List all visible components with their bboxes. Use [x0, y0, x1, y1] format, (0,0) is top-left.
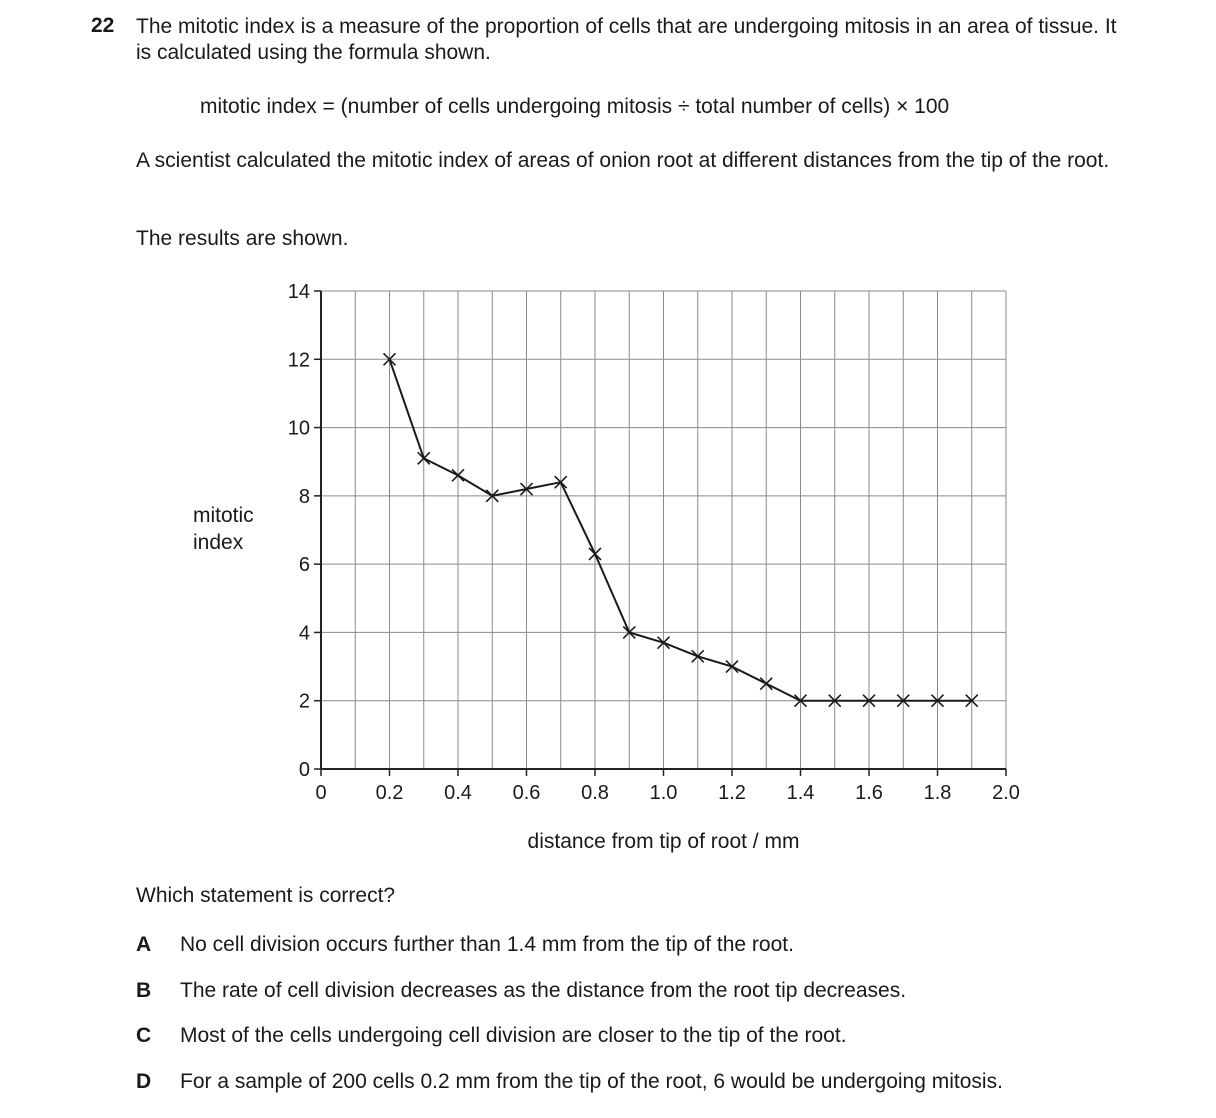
x-tick-label: 0.6 [512, 782, 541, 804]
question-number: 22 [91, 14, 115, 37]
x-tick-label: 0.2 [375, 782, 404, 804]
y-tick-label: 12 [287, 349, 310, 372]
x-tick-label: 1.6 [855, 782, 883, 804]
y-tick-label: 2 [298, 690, 310, 713]
x-tick-label: 0 [315, 782, 327, 804]
results-intro: The results are shown. [136, 227, 349, 250]
formula: mitotic index = (number of cells undergoing mitosis ÷ total number of cells) × 100 [200, 95, 950, 118]
option-text: For a sample of 200 cells 0.2 mm from the tip of the root, 6 would be undergoing mitosis. [180, 1070, 1003, 1093]
y-axis-label-line-2: index [193, 531, 244, 554]
y-tick-label: 6 [298, 554, 310, 577]
series-line [390, 359, 972, 700]
x-tick-label: 2.0 [992, 782, 1020, 804]
question-prompt: Which statement is correct? [136, 884, 396, 907]
y-tick-label: 14 [287, 281, 310, 303]
x-tick-label: 1.0 [649, 782, 678, 804]
option-text: Most of the cells undergoing cell division are closer to the tip of the root. [180, 1024, 847, 1047]
option-text: The rate of cell division decreases as the distance from the root tip decreases. [180, 979, 907, 1002]
y-tick-label: 4 [298, 622, 310, 645]
x-tick-label: 1.8 [923, 782, 952, 804]
y-tick-label: 10 [287, 417, 310, 440]
option-letter: D [136, 1070, 152, 1093]
x-axis-label: distance from tip of root / mm [527, 830, 800, 853]
context-paragraph: A scientist calculated the mitotic index of areas of onion root at different distances from the tip of the root. [136, 149, 1110, 172]
x-tick-label: 0.4 [444, 782, 472, 804]
x-tick-label: 1.2 [718, 782, 746, 804]
y-tick-label: 8 [298, 485, 310, 508]
option-letter: B [136, 979, 152, 1002]
y-axis-label-line-1: mitotic [193, 504, 254, 527]
x-tick-label: 0.8 [581, 782, 609, 804]
option-letter: C [136, 1024, 152, 1047]
y-tick-label: 0 [298, 759, 310, 781]
option-text: No cell division occurs further than 1.4 mm from the tip of the root. [180, 933, 794, 956]
option-letter: A [136, 933, 152, 956]
question-intro: The mitotic index is a measure of the proportion of cells that are undergoing mitosis in an area of tissue. It is calculated using the formula shown. [136, 15, 1117, 64]
x-tick-label: 1.4 [786, 782, 815, 804]
